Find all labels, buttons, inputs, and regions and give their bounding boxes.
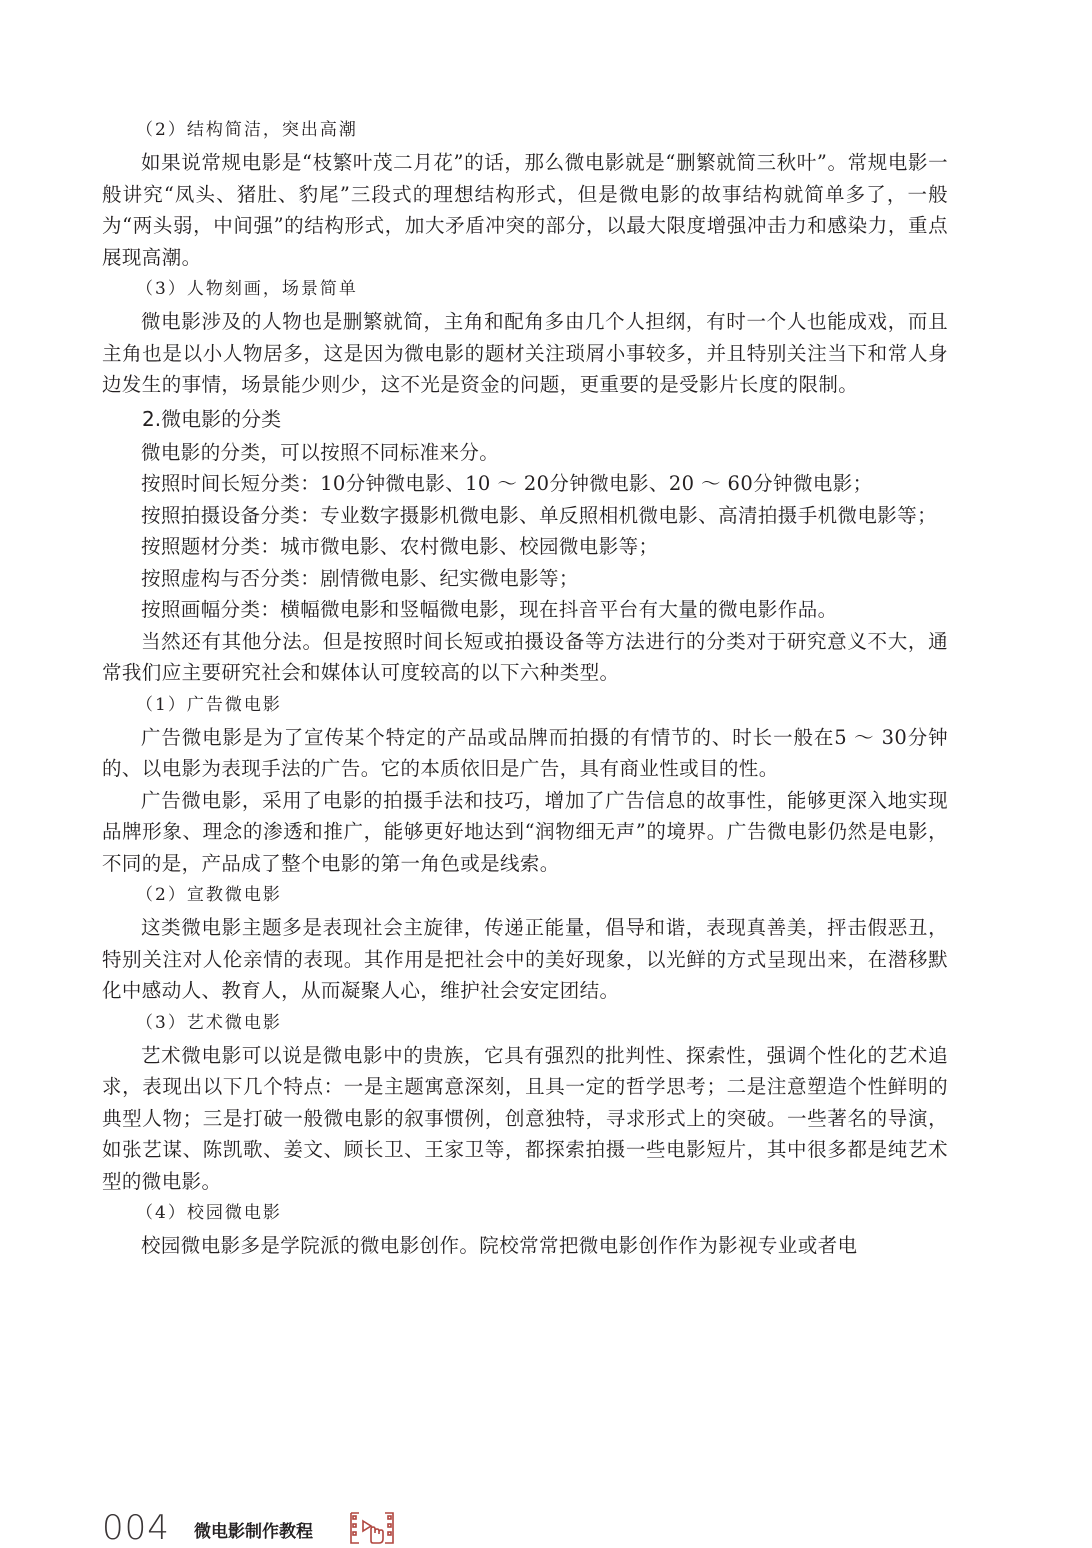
page-body	[102, 114, 948, 1262]
book-title: 微电影制作教程	[194, 1522, 313, 1542]
section-heading: （1）广告微电影	[136, 694, 282, 715]
section-heading: （2）宣教微电影	[136, 885, 282, 905]
section-heading: （3）人物刻画，场景简单	[136, 279, 358, 299]
body-paragraph: 按照时间长短分类：10分钟微电影、10 ～ 20分钟微电影、20 ～ 60分钟微电影；	[141, 472, 873, 495]
section-heading: （3）艺术微电影	[136, 1012, 282, 1033]
body-paragraph: 艺术微电影可以说是微电影中的贵族，它具有强烈的批判性、探索性，强调个性化的艺术追求，表现出以下几个特点：一是主题寓意深刻，且具一定的哲学思考；二是注意塑造个性鲜明的典型人物；三是打破一般微电影的叙事惯例，创意独特，寻求形式上的突破。一些著名的导演，如张艺谋、陈凯歌、姜文、顾长卫、王家卫等，都探索拍摄一些电影短片，其中很多都是纯艺术型的微电影。	[102, 1043, 948, 1193]
page-number: 004	[102, 1508, 170, 1548]
body-paragraph: 这类微电影主题多是表现社会主旋律，传递正能量，倡导和谐，表现真善美，抨击假恶丑，特别关注对人伦亲情的表现。其作用是把社会中的美好现象，以光鲜的方式呈现出来，在潜移默化中感动人、教育人，从而凝聚人心，维护社会安定团结。	[102, 916, 948, 1002]
body-paragraph: 广告微电影，采用了电影的拍摄手法和技巧，增加了广告信息的故事性，能够更深入地实现品牌形象、理念的渗透和推广，能够更好地达到“润物细无声”的境界。广告微电影仍然是电影，不同的是，产品成了整个电影的第一角色或是线索。	[102, 788, 948, 875]
chapter-heading: 2.微电影的分类	[142, 406, 282, 431]
section-heading: （2）结构简洁，突出高潮	[136, 120, 358, 140]
body-paragraph: 校园微电影多是学院派的微电影创作。院校常常把微电影创作作为影视专业或者电	[141, 1234, 858, 1257]
body-paragraph: 按照拍摄设备分类：专业数字摄影机微电影、单反照相机微电影、高清拍摄手机微电影等；	[141, 503, 938, 527]
body-paragraph: 微电影涉及的人物也是删繁就简，主角和配角多由几个人担纲，有时一个人也能成戏，而且主角也是以小人物居多，这是因为微电影的题材关注琐屑小事较多，并且特别关注当下和常人身边发生的事情，场景能少则少，这不光是资金的问题，更重要的是受影片长度的限制。	[102, 310, 948, 396]
body-paragraph: 按照虚构与否分类：剧情微电影、纪实微电影等；	[141, 566, 579, 590]
body-paragraph: 广告微电影是为了宣传某个特定的产品或品牌而拍摄的有情节的、时长一般在5 ～ 30分钟的、以电影为表现手法的广告。它的本质依旧是广告，具有商业性或目的性。	[102, 725, 948, 780]
film-hand-icon	[349, 1511, 395, 1545]
body-paragraph: 如果说常规电影是“枝繁叶茂二月花”的话，那么微电影就是“删繁就简三秋叶”。常规电影一般讲究“凤头、猪肚、豹尾”三段式的理想结构形式，但是微电影的故事结构就简单多了，一般为“两头弱，中间强”的结构形式，加大矛盾冲突的部分，以最大限度增强冲击力和感染力，重点展现高潮。	[102, 151, 948, 269]
body-paragraph: 按照画幅分类：横幅微电影和竖幅微电影，现在抖音平台有大量的微电影作品。	[141, 598, 838, 621]
body-paragraph: 按照题材分类：城市微电影、农村微电影、校园微电影等；	[141, 535, 659, 558]
body-paragraph: 当然还有其他分法。但是按照时间长短或拍摄设备等方法进行的分类对于研究意义不大，通常我们应主要研究社会和媒体认可度较高的以下六种类型。	[102, 629, 948, 684]
body-paragraph: 微电影的分类，可以按照不同标准来分。	[141, 440, 500, 464]
section-heading: （4）校园微电影	[136, 1203, 282, 1223]
